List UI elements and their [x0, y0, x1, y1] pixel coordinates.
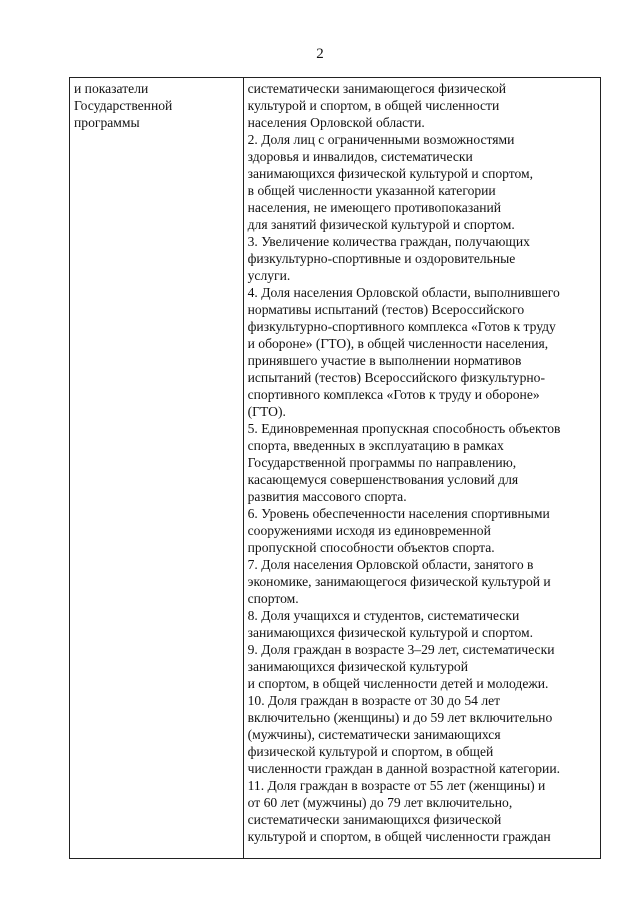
- right-cell-line: культурой и спортом, в общей численности граждан: [247, 829, 551, 844]
- right-cell-line: 5. Единовременная пропускная способность объектов: [247, 421, 561, 436]
- right-cell-line: спорта, введенных в эксплуатацию в рамках: [247, 438, 504, 453]
- right-cell-line: занимающихся физической культурой и спортом,: [247, 166, 534, 181]
- right-cell-line: касающемуся совершенствования условий для: [247, 472, 519, 487]
- program-indicators-table: [69, 77, 601, 859]
- right-cell-line: 9. Доля граждан в возрасте 3–29 лет, систематически: [247, 642, 555, 657]
- right-cell-line: испытаний (тестов) Всероссийского физкультурно-: [247, 370, 545, 385]
- page-number: 2: [316, 46, 324, 62]
- right-cell-line: 6. Уровень обеспеченности населения спортивными: [247, 506, 550, 521]
- table-row: [70, 78, 601, 859]
- right-cell-line: Государственной программы по направлению,: [247, 455, 517, 470]
- left-cell-line: и показатели: [74, 81, 149, 96]
- right-cell-line: 11. Доля граждан в возрасте от 55 лет (женщины) и: [247, 778, 546, 793]
- right-cell-line: (мужчины), систематически занимающихся: [247, 727, 501, 742]
- right-cell-line: численности граждан в данной возрастной категории.: [247, 761, 561, 776]
- right-cell-line: здоровья и инвалидов, систематически: [247, 149, 473, 164]
- right-cell-line: занимающихся физической культурой: [247, 659, 468, 674]
- right-cell-line: развития массового спорта.: [247, 489, 407, 504]
- right-cell-line: принявшего участие в выполнении нормативов: [247, 353, 522, 368]
- left-cell-line: Государственной: [74, 98, 173, 113]
- right-cell-line: 7. Доля населения Орловской области, занятого в: [247, 557, 534, 572]
- right-cell-line: от 60 лет (мужчины) до 79 лет включительно,: [247, 795, 513, 810]
- right-cell-line: включительно (женщины) и до 59 лет включительно: [247, 710, 553, 725]
- right-cell-line: систематически занимающихся физической: [247, 812, 502, 827]
- left-cell: [70, 78, 244, 859]
- right-cell-line: 2. Доля лиц с ограниченными возможностями: [247, 132, 515, 147]
- right-cell-line: экономике, занимающегося физической культурой и: [247, 574, 551, 589]
- right-cell-line: физической культурой и спортом, в общей: [247, 744, 494, 759]
- right-cell-line: для занятий физической культурой и спортом.: [247, 217, 515, 232]
- right-cell-line: 8. Доля учащихся и студентов, систематически: [247, 608, 520, 623]
- right-cell-line: 3. Увеличение количества граждан, получающих: [247, 234, 530, 249]
- right-cell-line: нормативы испытаний (тестов) Всероссийского: [247, 302, 525, 317]
- right-cell-line: физкультурно-спортивного комплекса «Готов к труду: [247, 319, 556, 334]
- right-cell-line: занимающихся физической культурой и спортом.: [247, 625, 534, 640]
- right-cell-line: спортивного комплекса «Готов к труду и обороне»: [247, 387, 540, 402]
- right-cell: [243, 78, 600, 859]
- right-cell-line: систематически занимающегося физической: [247, 81, 507, 96]
- right-cell-line: и спортом, в общей численности детей и молодежи.: [247, 676, 549, 691]
- right-cell-line: услуги.: [247, 268, 291, 283]
- right-cell-line: (ГТО).: [247, 404, 286, 419]
- right-cell-line: населения Орловской области.: [247, 115, 425, 130]
- right-cell-line: в общей численности указанной категории: [247, 183, 496, 198]
- right-cell-line: пропускной способности объектов спорта.: [247, 540, 495, 555]
- right-cell-line: 4. Доля населения Орловской области, выполнившего: [247, 285, 560, 300]
- right-cell-line: сооружениями исходя из единовременной: [247, 523, 491, 538]
- right-cell-line: культурой и спортом, в общей численности: [247, 98, 500, 113]
- left-cell-line: программы: [74, 115, 140, 130]
- right-cell-line: физкультурно-спортивные и оздоровительные: [247, 251, 516, 266]
- right-cell-line: спортом.: [247, 591, 299, 606]
- right-cell-line: 10. Доля граждан в возрасте от 30 до 54 лет: [247, 693, 501, 708]
- right-cell-line: населения, не имеющего противопоказаний: [247, 200, 502, 215]
- right-cell-line: и обороне» (ГТО), в общей численности населения,: [247, 336, 549, 351]
